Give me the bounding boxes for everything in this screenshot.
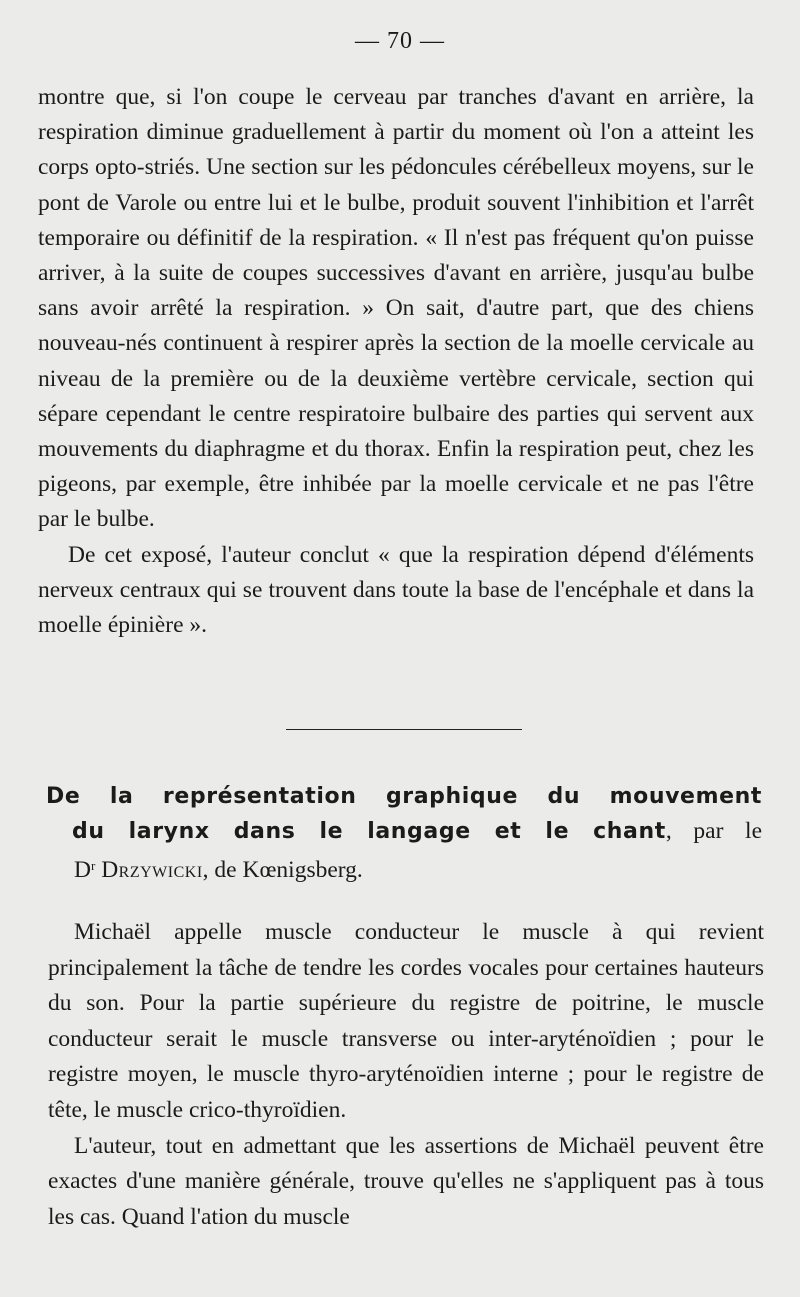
article-title-bold: du larynx dans le langage et le chant bbox=[72, 819, 666, 844]
paragraph: L'auteur, tout en admettant que les assertions de Michaël peuvent être exactes d'une manière générale, trouve qu'elles ne s'appliquent pas à tous les cas. Quand l'ation du muscle bbox=[48, 1132, 764, 1230]
author-place: , de Kœnigsberg. bbox=[202, 857, 363, 883]
author-prefix: D bbox=[74, 857, 91, 883]
paragraph: De cet exposé, l'auteur conclut « que la respiration dépend d'éléments nerveux centraux qui se trouvent dans toute la base de l'encéphale et dans la moelle épinière ». bbox=[38, 541, 754, 639]
article-heading bbox=[46, 780, 762, 887]
article-title-by: , par le bbox=[665, 818, 763, 844]
page-number: — 70 — bbox=[355, 28, 445, 54]
article-title-line-1: De la représentation graphique du mouvement bbox=[46, 784, 762, 809]
section-one-text bbox=[38, 80, 754, 643]
section-divider bbox=[286, 729, 522, 730]
article-title-line-2 bbox=[46, 814, 762, 849]
article-body bbox=[48, 915, 764, 1235]
paragraph: montre que, si l'on coupe le cerveau par tranches d'avant en arrière, la respiration diminue graduellement à partir du moment où l'on a atteint les corps opto-striés. Une section sur les pédoncules cérébelleux moyens, sur le pont de Varole ou entre lui et le bulbe, produit souvent l'inhibition et l'arrêt temporaire ou définitif de la respiration. « Il n'est pas fréquent qu'on puisse arriver, à la suite de coupes successives d'avant en arrière, jusqu'au bulbe sans avoir arrêté la respiration. » On sait, d'autre part, que des chiens nouveau-nés continuent à respirer après la section de la moelle cervicale au niveau de la première ou de la deuxième vertèbre cervicale, section qui sépare cependant le centre respiratoire bulbaire des parties qui servent aux mouvements du diaphragme et du thorax. Enfin la respiration peut, chez les pigeons, par exemple, être inhibée par la moelle cervicale et ne pas l'être par le bulbe. bbox=[38, 84, 754, 533]
author-prefix-sup: r bbox=[90, 858, 96, 873]
paragraph: Michaël appelle muscle conducteur le muscle à qui revient principalement la tâche de tendre les cordes vocales pour certaines hauteurs du son. Pour la partie supérieure du registre de poitrine, le muscle conducteur serait le muscle transverse ou inter-aryténoïdien ; pour le registre moyen, le muscle thyro-aryténoïdien interne ; pour le registre de tête, le muscle crico-thyroïdien. bbox=[48, 919, 764, 1123]
article-author bbox=[46, 849, 762, 887]
author-name: Drzywicki bbox=[101, 857, 203, 883]
